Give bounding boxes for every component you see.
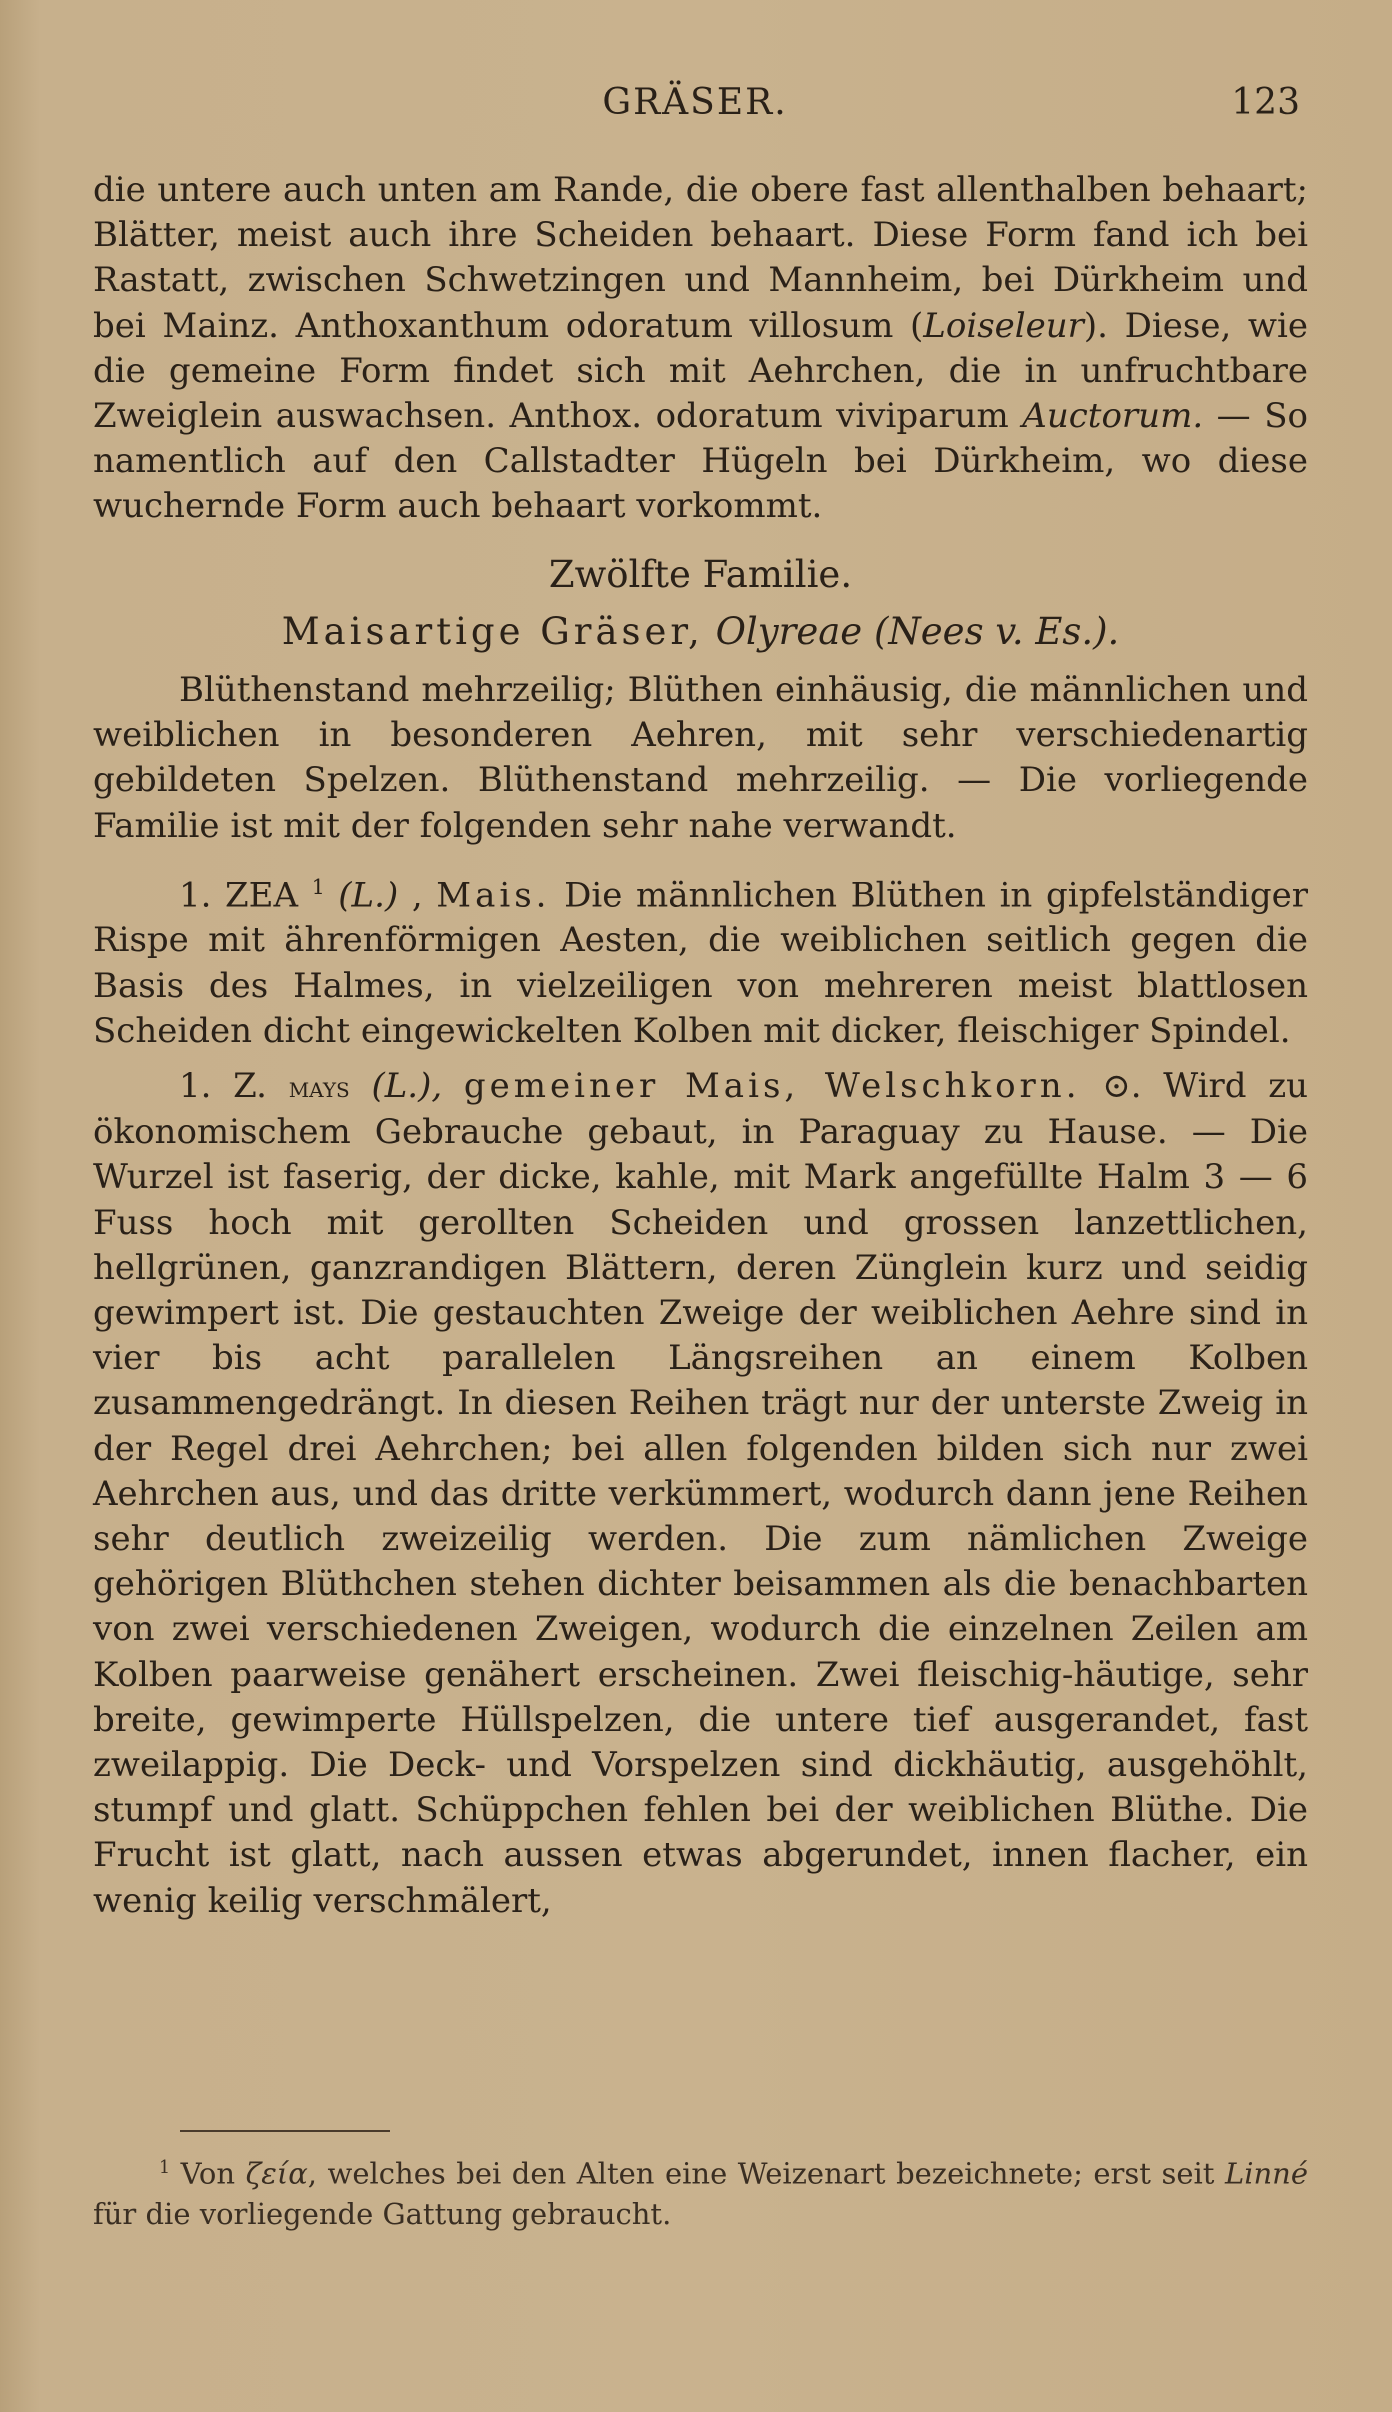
footnote-rule bbox=[180, 2130, 390, 2132]
running-title: GRÄSER. bbox=[602, 82, 788, 123]
genus-entry: 1. ZEA $^1$ (L.) , Mais. Die männlichen Blüthen in gipfelständiger Rispe mit ährenförmigen Aesten, die weiblichen seitlich gegen die Basis des Halmes, in vielzeiligen von mehreren meist blattlosen Scheiden dicht eingewickelten Kolben mit dicker, fleischiger Spindel. bbox=[93, 874, 1308, 1051]
footnote: $^1$ Von ζεία, welches bei den Alten eine Weizenart bezeichnete; erst seit Linné für die vorliegende Gattung gebraucht. bbox=[93, 2156, 1309, 2231]
page-header bbox=[90, 82, 1300, 132]
page-number: 123 bbox=[1231, 82, 1300, 123]
main-text bbox=[93, 168, 1308, 1924]
family-subtitle: Maisartige Gräser, Olyreae (Nees v. Es.). bbox=[281, 609, 1120, 653]
family-title: Zwölfte Familie. bbox=[548, 552, 853, 596]
species-entry: 1. Z. mays (L.), gemeiner Mais, Welschkorn. ⊙. Wird zu ökonomischem Gebrauche gebaut, in Paraguay zu Hause. — Die Wurzel ist faserig, der dicke, kahle, mit Mark angefüllte Halm 3 — 6 Fuss hoch mit gerollten Scheiden und grossen lanzettlichen, hellgrünen, ganzrandigen Blättern, deren Zünglein kurz und seidig gewimpert ist. Die gestauchten Zweige der weiblichen Aehre sind in vier bis acht parallelen Längsreihen an einem Kolben zusammengedrängt. In diesen Reihen trägt nur der unterste Zweig in der Regel drei Aehrchen; bei allen folgenden bilden sich nur zwei Aehrchen aus, und das dritte verkümmert, wodurch dann jene Reihen sehr deutlich zweizeilig werden. Die zum nämlichen Zweige gehörigen Blüthchen stehen dichter beisammen als die benachbarten von zwei verschiedenen Zweigen, wodurch die einzelnen Zeilen am Kolben paarweise genähert erscheinen. Zwei fleischig-häutige, sehr breite, gewimperte Hüllspelzen, die untere tief ausgerandet, fast zweilappig. Die Deck- und Vorspelzen sind dickhäutig, ausgehöhlt, stumpf und glatt. Schüppchen fehlen bei der weiblichen Blüthe. Die Frucht ist glatt, nach aussen etwas abgerundet, innen flacher, ein wenig keilig verschmälert, bbox=[93, 1065, 1309, 1921]
paragraph-continuation: die untere auch unten am Rande, die obere fast allenthalben behaart; Blätter, meist auch ihre Scheiden behaart. Diese Form fand ich bei Rastatt, zwischen Schwetzingen und Mannheim, bei Dürkheim und bei Mainz. Anthoxanthum odoratum villosum (Loiseleur). Diese, wie die gemeine Form findet sich mit Aehrchen, die in unfruchtbare Zweiglein auswachsen. Anthox. odoratum viviparum Auctorum. — So namentlich auf den Callstadter Hügeln bei Dürkheim, wo diese wuchernde Form auch behaart vorkommt. bbox=[93, 170, 1308, 527]
family-description: Blüthenstand mehrzeilig; Blüthen einhäusig, die männlichen und weiblichen in besonderen Aehren, mit sehr verschiedenartig gebildeten Spelzen. Blüthenstand mehrzeilig. — Die vorliegende Familie ist mit der folgenden sehr nahe verwandt. bbox=[93, 670, 1308, 846]
annual-symbol: ⊙. bbox=[1102, 1065, 1142, 1106]
